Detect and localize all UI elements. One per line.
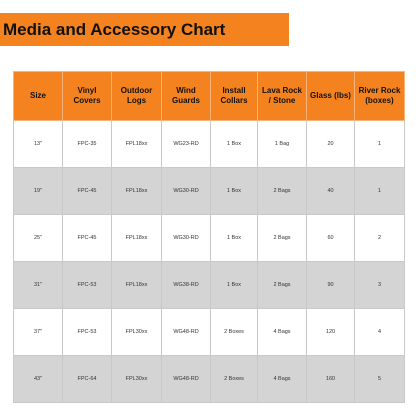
header-river-rock-boxes: River Rock (boxes) — [355, 72, 405, 121]
cell-glass: 40 — [307, 168, 355, 215]
cell-vinyl-cover: FPC-45 — [63, 168, 112, 215]
table-row — [14, 168, 405, 215]
cell-lava-rock: 2 Bags — [258, 215, 307, 262]
header-outdoor-logs: Outdoor Logs — [112, 72, 162, 121]
cell-outdoor-logs: FPL18xx — [112, 168, 162, 215]
cell-river-rock: 5 — [355, 356, 405, 403]
table-row — [14, 121, 405, 168]
cell-glass: 60 — [307, 215, 355, 262]
cell-lava-rock: 2 Bags — [258, 168, 307, 215]
cell-install-collars: 1 Box — [211, 262, 258, 309]
cell-wind-guard: WG30-RD — [162, 168, 211, 215]
cell-river-rock: 3 — [355, 262, 405, 309]
cell-size: 31" — [14, 262, 63, 309]
cell-outdoor-logs: FPL18xx — [112, 262, 162, 309]
cell-glass: 160 — [307, 356, 355, 403]
page-title: Media and Accessory Chart — [3, 19, 226, 39]
cell-size: 37" — [14, 309, 63, 356]
cell-glass: 20 — [307, 121, 355, 168]
cell-wind-guard: WG30-RD — [162, 215, 211, 262]
cell-vinyl-cover: FPC-64 — [63, 356, 112, 403]
cell-river-rock: 2 — [355, 215, 405, 262]
cell-wind-guard: WG38-RD — [162, 262, 211, 309]
cell-outdoor-logs: FPL18xx — [112, 121, 162, 168]
title-banner — [0, 13, 289, 46]
cell-install-collars: 1 Box — [211, 215, 258, 262]
cell-river-rock: 1 — [355, 121, 405, 168]
cell-size: 25" — [14, 215, 63, 262]
header-vinyl-covers: Vinyl Covers — [63, 72, 112, 121]
table-row — [14, 262, 405, 309]
header-lava-rock-stone: Lava Rock / Stone — [258, 72, 307, 121]
cell-outdoor-logs: FPL30xx — [112, 309, 162, 356]
cell-size: 43" — [14, 356, 63, 403]
cell-install-collars: 2 Boxes — [211, 356, 258, 403]
cell-river-rock: 4 — [355, 309, 405, 356]
cell-vinyl-cover: FPC-53 — [63, 262, 112, 309]
cell-lava-rock: 1 Bag — [258, 121, 307, 168]
cell-river-rock: 1 — [355, 168, 405, 215]
cell-lava-rock: 4 Bags — [258, 309, 307, 356]
header-glass-lbs: Glass (lbs) — [307, 72, 355, 121]
table-row — [14, 309, 405, 356]
cell-glass: 120 — [307, 309, 355, 356]
cell-install-collars: 2 Boxes — [211, 309, 258, 356]
cell-install-collars: 1 Box — [211, 168, 258, 215]
cell-outdoor-logs: FPL18xx — [112, 215, 162, 262]
cell-glass: 90 — [307, 262, 355, 309]
header-size: Size — [14, 72, 63, 121]
cell-size: 19" — [14, 168, 63, 215]
cell-wind-guard: WG48-RD — [162, 309, 211, 356]
cell-wind-guard: WG23-RD — [162, 121, 211, 168]
cell-outdoor-logs: FPL30xx — [112, 356, 162, 403]
header-wind-guards: Wind Guards — [162, 72, 211, 121]
cell-wind-guard: WG48-RD — [162, 356, 211, 403]
accessory-chart-table — [13, 71, 405, 403]
cell-install-collars: 1 Box — [211, 121, 258, 168]
cell-size: 13" — [14, 121, 63, 168]
table-row — [14, 356, 405, 403]
header-install-collars: Install Collars — [211, 72, 258, 121]
cell-vinyl-cover: FPC-45 — [63, 215, 112, 262]
cell-lava-rock: 4 Bags — [258, 356, 307, 403]
cell-lava-rock: 2 Bags — [258, 262, 307, 309]
cell-vinyl-cover: FPC-35 — [63, 121, 112, 168]
table-row — [14, 215, 405, 262]
header-row — [14, 72, 405, 121]
cell-vinyl-cover: FPC-53 — [63, 309, 112, 356]
